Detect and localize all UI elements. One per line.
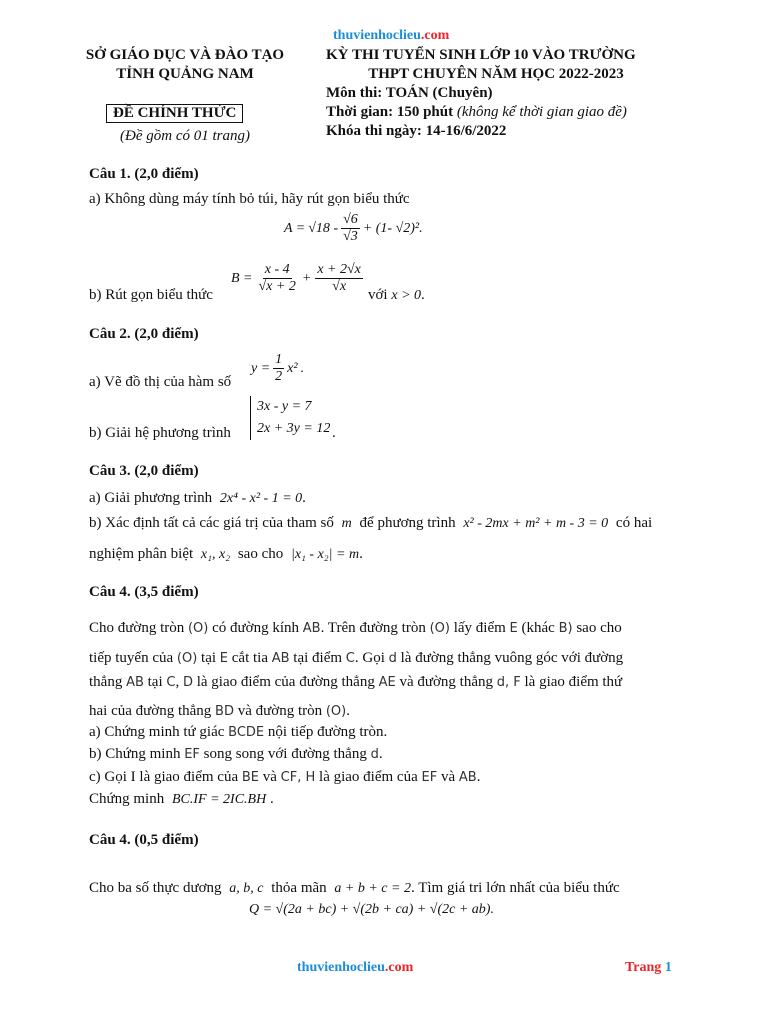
symbol-bd: BD [215,704,234,719]
site-name: thuvienhoclieu [333,28,421,43]
question-3a-text: a) Giải phương trình [89,490,213,506]
symbol-bcde: BCDE [228,725,265,740]
site-domain: .com [420,28,450,43]
exam-school-year: THPT CHUYÊN NĂM HỌC 2022-2023 [368,66,624,82]
text: có đường kính [212,620,300,636]
variables-abc: a, b, c [229,881,264,896]
symbol-b: B) [558,621,573,636]
period: . [269,791,274,807]
question-3b2-text: nghiệm phân biệt [89,546,194,562]
expr-b-plus: + [301,270,312,286]
text: . [378,746,383,762]
frac-num: 1 [275,352,283,367]
question-3b-text2: để phương trình [359,515,456,531]
text: . Trên đường tròn [320,620,426,636]
symbol-cf-h: CF, H [280,770,316,785]
text: . [346,703,350,719]
expr-rhs: x² [287,360,298,376]
department-name: SỞ GIÁO DỤC VÀ ĐÀO TẠO [85,47,285,63]
question-3b2-condition: |x₁ - x₂| = m [290,547,360,562]
text: và đường tròn [237,703,323,719]
question-3b-line2 [89,546,363,563]
question-3-title: Câu 3. (2,0 điểm) [89,463,199,479]
duration-note: (không kể thời gian giao đề) [456,104,627,120]
question-5-title: Câu 4. (0,5 điểm) [89,832,199,848]
symbol-circle-o: (O) [429,621,450,636]
frac-den: √3 [343,229,358,244]
expr-a-fraction [341,212,360,245]
symbol-ef: EF [421,770,438,785]
symbol-c: C [345,651,355,666]
question-4c-proof [89,791,274,808]
question-2a-text: a) Vẽ đồ thị của hàm số [89,374,232,390]
question-4-line-1 [89,620,622,637]
frac-den: √x + 2 [258,279,296,294]
text: c) Gọi I là giao điểm của [89,769,239,785]
system-equation-1: 3x - y = 7 [257,399,312,414]
text: cắt tia [231,650,268,666]
period: . [300,360,305,376]
text: là giao điểm của đường thẳng [196,674,375,690]
symbol-ab: AB [302,621,321,636]
symbol-circle-o: (O) [325,704,347,719]
frac-num: x - 4 [264,262,290,277]
text: tại [147,674,163,690]
period: . [359,546,363,562]
condition-expr: x > 0 [391,288,422,303]
system-equation-2: 2x + 3y = 12 [257,421,331,436]
symbol-be: BE [241,770,259,785]
text: . Gọi [354,650,385,666]
frac-num: √6 [343,212,358,227]
question-4-line-3 [89,674,622,691]
question-3b-text: b) Xác định tất cả các giá trị của tham số [89,515,334,531]
text: thẳng [89,674,123,690]
question-1a-text: a) Không dùng máy tính bỏ túi, hãy rút gọn biểu thức [89,191,410,207]
text: Cho đường tròn [89,620,185,636]
text: là giao điểm của [319,769,418,785]
text: Chứng minh [89,791,165,807]
question-5-expression: Q = √(2a + bc) + √(2b + ca) + √(2c + ab). [249,902,494,917]
frac-den: √x [332,279,347,294]
question-3a-expression: 2x⁴ - x² - 1 = 0 [219,491,303,506]
question-1a-expression [284,212,423,245]
expr-a-lhs: A = [284,220,306,236]
symbol-d-f: d, F [496,675,521,690]
question-2b-text: b) Giải hệ phương trình [89,425,231,441]
province-name: TỈNH QUẢNG NAM [116,66,254,82]
question-4-title: Câu 4. (3,5 điểm) [89,584,199,600]
symbol-d: d [388,651,397,666]
symbol-d: D [182,675,193,690]
expr-b-fraction-1 [257,262,298,295]
question-2a-expression [251,352,304,385]
symbol-e: E [509,621,518,636]
text: và [440,769,456,785]
symbol-ab: AB [271,651,290,666]
question-1b-text: b) Rút gọn biểu thức [89,287,213,303]
text: thỏa mãn [271,880,327,896]
symbol-ab: AB [126,675,144,690]
question-3b2-text2: sao cho [237,546,284,562]
question-4a [89,724,387,741]
expr-a-term1: √18 - [308,220,339,236]
expr-b-fraction-2 [315,262,363,295]
period: . [302,490,306,506]
expr-b-lhs: B = [231,270,253,286]
question-4b [89,746,383,763]
symbol-c: C [166,675,176,690]
expr-lhs: y = [251,360,271,376]
question-4-line-2 [89,650,623,667]
exam-date: Khóa thi ngày: 14-16/6/2022 [326,123,507,139]
question-3b-equation: x² - 2mx + m² + m - 3 = 0 [463,516,609,531]
question-4-line-4 [89,703,350,720]
expr-fraction [273,352,284,385]
symbol-circle-o: (O) [187,621,209,636]
text: và [262,769,277,785]
page-num: 1 [664,960,672,975]
exam-duration [326,104,627,121]
text: (khác [521,620,555,636]
symbol-e: E [219,651,228,666]
question-3a-line [89,490,306,507]
text: sao cho [576,620,622,636]
text: nội tiếp đường tròn. [267,724,388,740]
text: , [175,674,180,690]
text: là đường thẳng vuông góc với đường [400,650,624,666]
question-3b-line [89,515,652,532]
question-2b-period: . [332,425,336,441]
question-3b-text3: có hai [615,515,653,531]
text: b) Chứng minh [89,746,181,762]
text: a) Chứng minh tứ giác [89,724,225,740]
question-1b-condition [368,287,425,304]
frac-den: 2 [275,369,283,384]
symbol-circle-o: (O) [176,651,198,666]
parameter-m: m [341,516,352,531]
text: song song với đường thẳng [203,746,367,762]
question-1b-expression [231,262,363,295]
symbol-ae: AE [378,675,396,690]
exam-subject: Môn thi: TOÁN (Chuyên) [326,85,493,101]
symbol-ab: AB [458,770,477,785]
site-header [333,28,449,44]
question-5-line [89,880,620,897]
question-1-title: Câu 1. (2,0 điểm) [89,166,199,182]
symbol-d: d [370,747,379,762]
proof-expression: BC.IF = 2IC.BH [171,792,267,807]
text: hai của đường thẳng [89,703,212,719]
page-label: Trang [625,960,662,975]
text: . [476,769,481,785]
symbol-ef: EF [184,747,200,762]
expr-a-term2: + (1- √2)². [362,220,423,236]
text: là giao điểm thứ [524,674,623,690]
pages-note: (Đề gồm có 01 trang) [120,128,250,144]
page-number [625,960,672,976]
text: tiếp tuyến của [89,650,174,666]
footer-site-name: thuvienhoclieu [297,960,385,975]
constraint-expression: a + b + c = 2 [334,881,411,896]
frac-num: x + 2√x [317,262,361,277]
roots-x1-x2: x₁, x₂ [200,547,231,562]
text: tại điểm [293,650,343,666]
text: và đường thẳng [399,674,493,690]
exam-title: KỲ THI TUYỂN SINH LỚP 10 VÀO TRƯỜNG [326,47,636,63]
text: lấy điểm [453,620,506,636]
official-exam-label: ĐỀ CHÍNH THỨC [106,104,243,123]
text: . Tìm giá tri lớn nhất của biểu thức [410,880,620,896]
text: Cho ba số thực dương [89,880,222,896]
with-label: với [368,287,388,303]
footer-site-domain: .com [384,960,414,975]
question-4c [89,769,480,786]
footer-site [297,960,413,976]
text: tại [201,650,217,666]
question-2-title: Câu 2. (2,0 điểm) [89,326,199,342]
period: . [421,287,425,303]
duration-label: Thời gian: 150 phút [326,104,454,120]
question-2b-system [250,396,330,440]
